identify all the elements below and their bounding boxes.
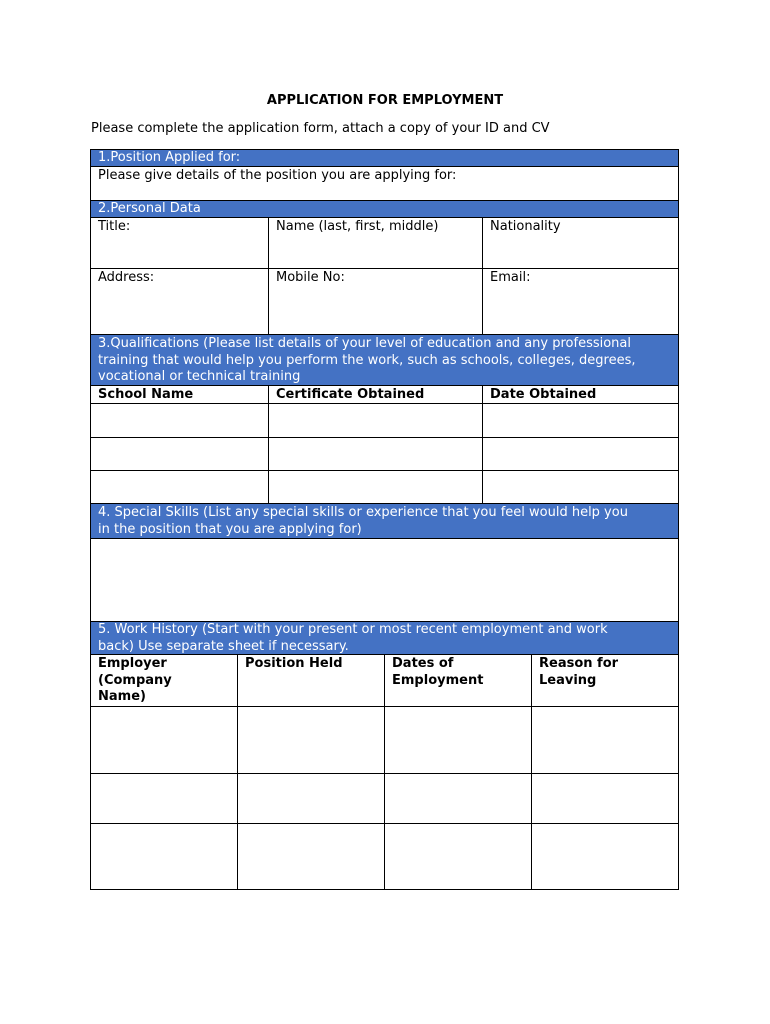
address-field[interactable] [91, 269, 269, 334]
table-row[interactable] [269, 438, 483, 471]
table-row[interactable] [483, 471, 678, 503]
section2-header [90, 200, 679, 218]
column-header-dates [385, 655, 532, 707]
table-row[interactable] [91, 404, 269, 438]
column-header-dates-line: Dates of [392, 656, 454, 671]
name-field[interactable] [269, 218, 483, 269]
column-header-reason-line: Reason for [539, 656, 619, 671]
table-row[interactable] [483, 438, 678, 471]
qualifications-table [90, 385, 679, 504]
form-intro: Please complete the application form, attach a copy of your ID and CV [91, 121, 550, 136]
column-header-reason [532, 655, 678, 707]
table-row[interactable] [238, 824, 385, 889]
section1-header [90, 149, 679, 167]
table-row[interactable] [91, 707, 238, 774]
section4-header [90, 503, 679, 539]
section3-header-line: 3.Qualifications (Please list details of your level of education and any professional [98, 336, 631, 351]
column-header-date: Date Obtained [483, 386, 678, 404]
column-header-employer [91, 655, 238, 707]
column-header-reason-line: Leaving [539, 672, 597, 688]
section2-header-text: 2.Personal Data [98, 201, 201, 216]
special-skills-field[interactable] [90, 538, 679, 622]
mobile-field[interactable] [269, 269, 483, 334]
table-row[interactable] [91, 471, 269, 503]
personal-data-grid [90, 217, 679, 335]
table-row[interactable] [385, 774, 532, 824]
column-header-position [238, 655, 385, 707]
column-header-school: School Name [91, 386, 269, 404]
column-header-employer-line: Name) [98, 689, 146, 705]
section1-header-text: 1.Position Applied for: [98, 150, 241, 165]
section3-header-line: training that would help you perform the work, such as schools, colleges, degrees, [98, 352, 636, 368]
table-row[interactable] [483, 404, 678, 438]
column-header-dates-line: Employment [392, 672, 484, 688]
table-row[interactable] [238, 774, 385, 824]
position-applied-field[interactable] [90, 166, 679, 201]
section3-header [90, 334, 679, 386]
address-label: Address: [98, 270, 155, 285]
section5-header-line: back) Use separate sheet if necessary. [98, 638, 349, 654]
column-header-position-line: Position Held [245, 656, 343, 671]
section5-header-line: 5. Work History (Start with your present or most recent employment and work [98, 622, 608, 637]
email-label: Email: [490, 270, 531, 285]
title-field[interactable] [91, 218, 269, 269]
table-row[interactable] [91, 438, 269, 471]
column-header-employer-line: Employer [98, 656, 167, 671]
email-field[interactable] [483, 269, 678, 334]
position-prompt: Please give details of the position you are applying for: [98, 168, 457, 183]
table-row[interactable] [532, 774, 678, 824]
column-header-employer-line: (Company [98, 672, 172, 688]
nationality-field[interactable] [483, 218, 678, 269]
name-label: Name (last, first, middle) [276, 219, 439, 234]
table-row[interactable] [269, 404, 483, 438]
table-row[interactable] [385, 824, 532, 889]
table-row[interactable] [91, 774, 238, 824]
table-row[interactable] [91, 824, 238, 889]
title-label: Title: [98, 219, 131, 234]
section4-header-line: 4. Special Skills (List any special skills or experience that you feel would help you [98, 505, 628, 520]
table-row[interactable] [238, 707, 385, 774]
section3-header-line: vocational or technical training [98, 369, 301, 385]
mobile-label: Mobile No: [276, 270, 345, 285]
section5-header [90, 621, 679, 655]
work-history-table [90, 654, 679, 890]
nationality-label: Nationality [490, 219, 561, 234]
table-row[interactable] [269, 471, 483, 503]
table-row[interactable] [532, 707, 678, 774]
table-row[interactable] [385, 707, 532, 774]
section4-header-line: in the position that you are applying for) [98, 521, 362, 537]
table-row[interactable] [532, 824, 678, 889]
form-title: APPLICATION FOR EMPLOYMENT [266, 93, 504, 108]
column-header-certificate: Certificate Obtained [269, 386, 483, 404]
